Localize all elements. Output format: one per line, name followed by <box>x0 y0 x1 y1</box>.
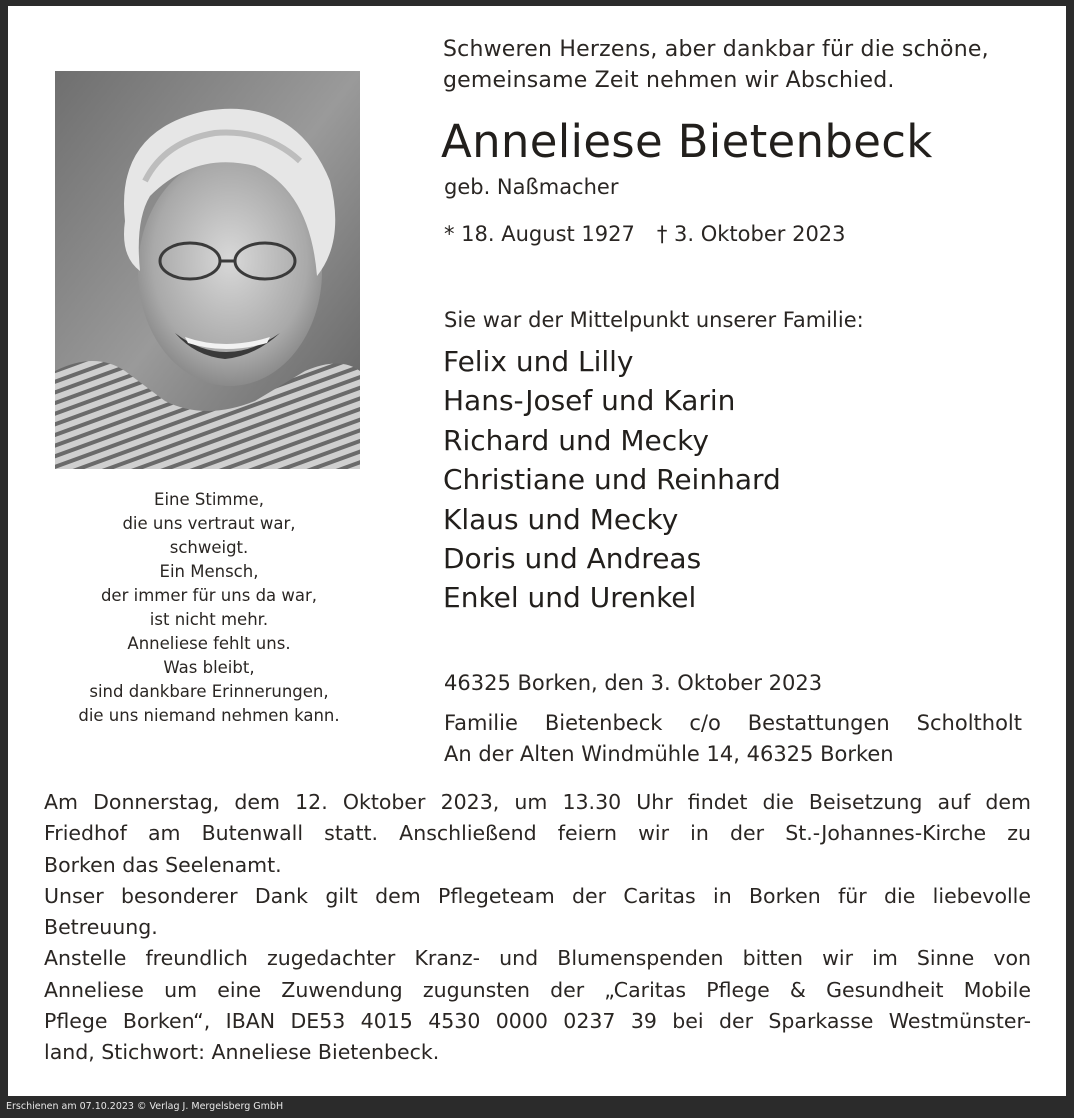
intro-line: Schweren Herzens, aber dankbar für die schöne, <box>443 37 989 62</box>
portrait-photo <box>55 71 360 469</box>
funeral-details <box>44 787 1031 1069</box>
family-members <box>443 342 781 618</box>
poem-line: ist nicht mehr. <box>149 610 269 629</box>
death-date: † 3. Oktober 2023 <box>656 222 846 246</box>
body-line: Anneliese um eine Zuwendung zugunsten der „Caritas Pflege & Gesundheit Mobile <box>44 977 1031 1002</box>
family-member: Klaus und Mecky <box>443 502 679 536</box>
body-line: Unser besonderer Dank gilt dem Pflegeteam der Caritas in Borken für die liebevolle <box>44 883 1031 908</box>
poem-line: Eine Stimme, <box>154 490 264 509</box>
family-member: Christiane und Reinhard <box>443 463 781 497</box>
poem <box>44 488 374 728</box>
poem-line: die uns vertraut war, <box>122 514 296 533</box>
portrait-image <box>55 71 360 469</box>
contact-address <box>444 708 1024 770</box>
maiden-name: geb. Naßmacher <box>444 175 619 199</box>
family-member: Enkel und Urenkel <box>443 581 697 615</box>
deceased-name: Anneliese Bietenbeck <box>441 115 933 168</box>
address-line: Familie Bietenbeck c/o Bestattungen Scholtholt <box>444 711 1022 735</box>
life-dates <box>444 220 846 248</box>
poem-line: die uns niemand nehmen kann. <box>78 706 340 725</box>
poem-line: sind dankbare Erinnerungen, <box>89 682 329 701</box>
family-intro: Sie war der Mittelpunkt unserer Familie: <box>444 308 864 332</box>
obituary-notice <box>8 6 1066 1096</box>
poem-line: Ein Mensch, <box>159 562 259 581</box>
family-member: Doris und Andreas <box>443 542 702 576</box>
body-line: land, Stichwort: Anneliese Bietenbeck. <box>44 1040 440 1065</box>
address-line: An der Alten Windmühle 14, 46325 Borken <box>444 742 894 766</box>
family-member: Felix und Lilly <box>443 345 634 378</box>
body-line: Anstelle freundlich zugedachter Kranz- und Blumenspenden bitten wir im Sinne von <box>44 946 1031 971</box>
family-member: Richard und Mecky <box>443 423 709 457</box>
body-line: Pflege Borken“, IBAN DE53 4015 4530 0000 0237 39 bei der Sparkasse Westmünster- <box>44 1009 1031 1034</box>
publication-footer: Erschienen am 07.10.2023 © Verlag J. Mergelsberg GmbH <box>6 1101 284 1112</box>
body-line: Am Donnerstag, dem 12. Oktober 2023, um 13.30 Uhr findet die Beisetzung auf dem <box>44 790 1031 814</box>
intro-line: gemeinsame Zeit nehmen wir Abschied. <box>443 68 895 93</box>
poem-line: Anneliese fehlt uns. <box>127 634 291 653</box>
poem-line: der immer für uns da war, <box>100 586 318 605</box>
poem-line: schweigt. <box>169 538 249 557</box>
family-member: Hans-Josef und Karin <box>443 384 736 418</box>
body-line: Betreuung. <box>44 915 158 940</box>
birth-date: * 18. August 1927 <box>444 222 635 246</box>
poem-line: Was bleibt, <box>163 658 255 677</box>
place-date: 46325 Borken, den 3. Oktober 2023 <box>444 671 823 695</box>
intro-text <box>443 34 1053 96</box>
body-line: Friedhof am Butenwall statt. Anschließend feiern wir in der St.-Johannes-Kirche zu <box>44 821 1031 846</box>
body-line: Borken das Seelenamt. <box>44 852 282 877</box>
